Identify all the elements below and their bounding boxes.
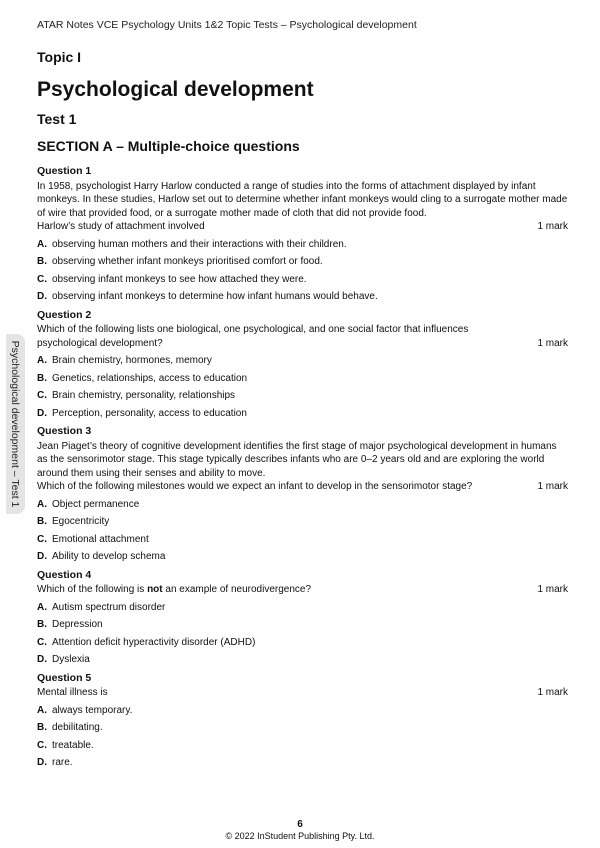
option-d[interactable] <box>37 756 568 770</box>
page-number: 6 <box>297 819 303 830</box>
question-3 <box>37 425 568 564</box>
option-d[interactable] <box>37 653 568 667</box>
question-stem-row <box>37 480 568 494</box>
question-stem: Mental illness is <box>37 687 108 698</box>
mark-label: 1 mark <box>537 584 568 595</box>
option-letter: D. <box>37 757 47 768</box>
option-a[interactable] <box>37 498 568 512</box>
option-text: Dyslexia <box>52 654 90 665</box>
stem-before: Which of the following is <box>37 584 148 595</box>
option-letter: C. <box>37 390 47 401</box>
option-b[interactable] <box>37 515 568 529</box>
option-text: observing whether infant monkeys prioritised comfort or food. <box>52 256 323 267</box>
option-c[interactable] <box>37 273 568 287</box>
page-title: Psychological development <box>37 78 314 101</box>
option-d[interactable] <box>37 407 568 421</box>
option-c[interactable] <box>37 533 568 547</box>
section-title: SECTION A – Multiple-choice questions <box>37 138 300 154</box>
option-text: treatable. <box>52 739 94 751</box>
option-letter: A. <box>37 601 47 613</box>
option-letter: A. <box>37 355 47 366</box>
option-letter: C. <box>37 273 47 285</box>
option-text: observing infant monkeys to determine how infant humans would behave. <box>52 291 378 302</box>
option-letter: B. <box>37 722 47 733</box>
option-letter: B. <box>37 619 47 630</box>
topic-label: Topic I <box>37 49 82 65</box>
option-text: Egocentricity <box>52 516 110 527</box>
option-text: Object permanence <box>52 498 140 510</box>
question-2 <box>37 309 568 421</box>
option-a[interactable] <box>37 238 568 252</box>
question-title: Question 4 <box>37 568 92 581</box>
option-letter: D. <box>37 407 47 419</box>
option-a[interactable] <box>37 704 568 718</box>
option-text: Depression <box>52 619 103 630</box>
option-b[interactable] <box>37 255 568 269</box>
question-title: Question 1 <box>37 165 92 177</box>
option-text: observing infant monkeys to see how attached they were. <box>52 273 307 285</box>
test-label: Test 1 <box>37 111 77 127</box>
option-text: rare. <box>52 757 73 768</box>
question-intro: Jean Piaget’s theory of cognitive development identifies the first stage of major psychological development in humans as the sensorimotor stage. This stage typically describes infants who are 0–2 years old and are exploring the world around them using their senses and ability to move. <box>37 440 557 479</box>
question-title: Question 2 <box>37 308 92 321</box>
side-tab-label: Psychological development – Test 1 <box>9 340 21 508</box>
stem-emphasis: not <box>147 584 163 595</box>
question-stem-row <box>37 220 568 234</box>
question-stem: Harlow’s study of attachment involved <box>37 221 205 232</box>
option-c[interactable] <box>37 389 568 403</box>
option-letter: B. <box>37 256 47 267</box>
option-text: Emotional attachment <box>52 533 149 545</box>
option-letter: A. <box>37 498 47 510</box>
question-1 <box>37 165 568 304</box>
option-text: Autism spectrum disorder <box>52 601 166 613</box>
question-title: Question 5 <box>37 671 92 684</box>
question-stem: Which of the following milestones would we expect an infant to develop in the sensorimotor stage? <box>37 481 473 492</box>
question-list <box>37 165 568 775</box>
mark-label: 1 mark <box>537 481 568 492</box>
mark-label: 1 mark <box>537 221 568 232</box>
option-d[interactable] <box>37 290 568 304</box>
option-text: always temporary. <box>52 704 133 716</box>
running-header: ATAR Notes VCE Psychology Units 1&2 Topic Tests – Psychological development <box>37 19 417 31</box>
option-letter: A. <box>37 704 47 716</box>
option-letter: D. <box>37 291 47 302</box>
option-letter: D. <box>37 551 47 562</box>
mark-label: 1 mark <box>537 337 568 349</box>
question-stem-row <box>37 686 568 700</box>
option-c[interactable] <box>37 739 568 753</box>
option-text: Brain chemistry, hormones, memory <box>52 355 212 366</box>
option-d[interactable] <box>37 550 568 564</box>
option-text: Brain chemistry, personality, relationships <box>52 390 236 401</box>
option-a[interactable] <box>37 354 568 368</box>
option-text: Genetics, relationships, access to education <box>52 372 248 384</box>
option-c[interactable] <box>37 636 568 650</box>
question-stem <box>37 583 537 597</box>
question-title: Question 3 <box>37 425 92 437</box>
question-stem-row <box>37 583 568 597</box>
option-letter: A. <box>37 238 47 250</box>
option-letter: B. <box>37 516 47 527</box>
option-text: observing human mothers and their interactions with their children. <box>52 238 347 250</box>
mark-label: 1 mark <box>537 687 568 698</box>
option-a[interactable] <box>37 601 568 615</box>
option-b[interactable] <box>37 618 568 632</box>
option-letter: C. <box>37 739 47 751</box>
option-text: Perception, personality, access to education <box>52 407 247 419</box>
question-intro: In 1958, psychologist Harry Harlow conducted a range of studies into the forms of attachment displayed by infant monkeys. In these studies, Harlow set out to determine whether infant monkeys would cling to a surrogate mother made of wire that provided food, or a surrogate mother made of cloth that did not provide food. <box>37 180 568 219</box>
option-letter: C. <box>37 636 47 648</box>
option-b[interactable] <box>37 372 568 386</box>
question-stem: Which of the following lists one biological, one psychological, and one social factor that influences psychological development? <box>37 324 469 349</box>
option-letter: C. <box>37 533 47 545</box>
question-stem-row <box>37 323 568 350</box>
question-5 <box>37 672 568 770</box>
option-letter: D. <box>37 654 47 665</box>
option-b[interactable] <box>37 721 568 735</box>
option-letter: B. <box>37 372 47 384</box>
stem-after: an example of neurodivergence? <box>162 584 312 595</box>
copyright-notice: © 2022 InStudent Publishing Pty. Ltd. <box>225 831 375 841</box>
option-text: Attention deficit hyperactivity disorder (ADHD) <box>52 636 256 648</box>
question-4 <box>37 569 568 667</box>
option-text: Ability to develop schema <box>52 551 166 562</box>
option-text: debilitating. <box>52 722 103 733</box>
